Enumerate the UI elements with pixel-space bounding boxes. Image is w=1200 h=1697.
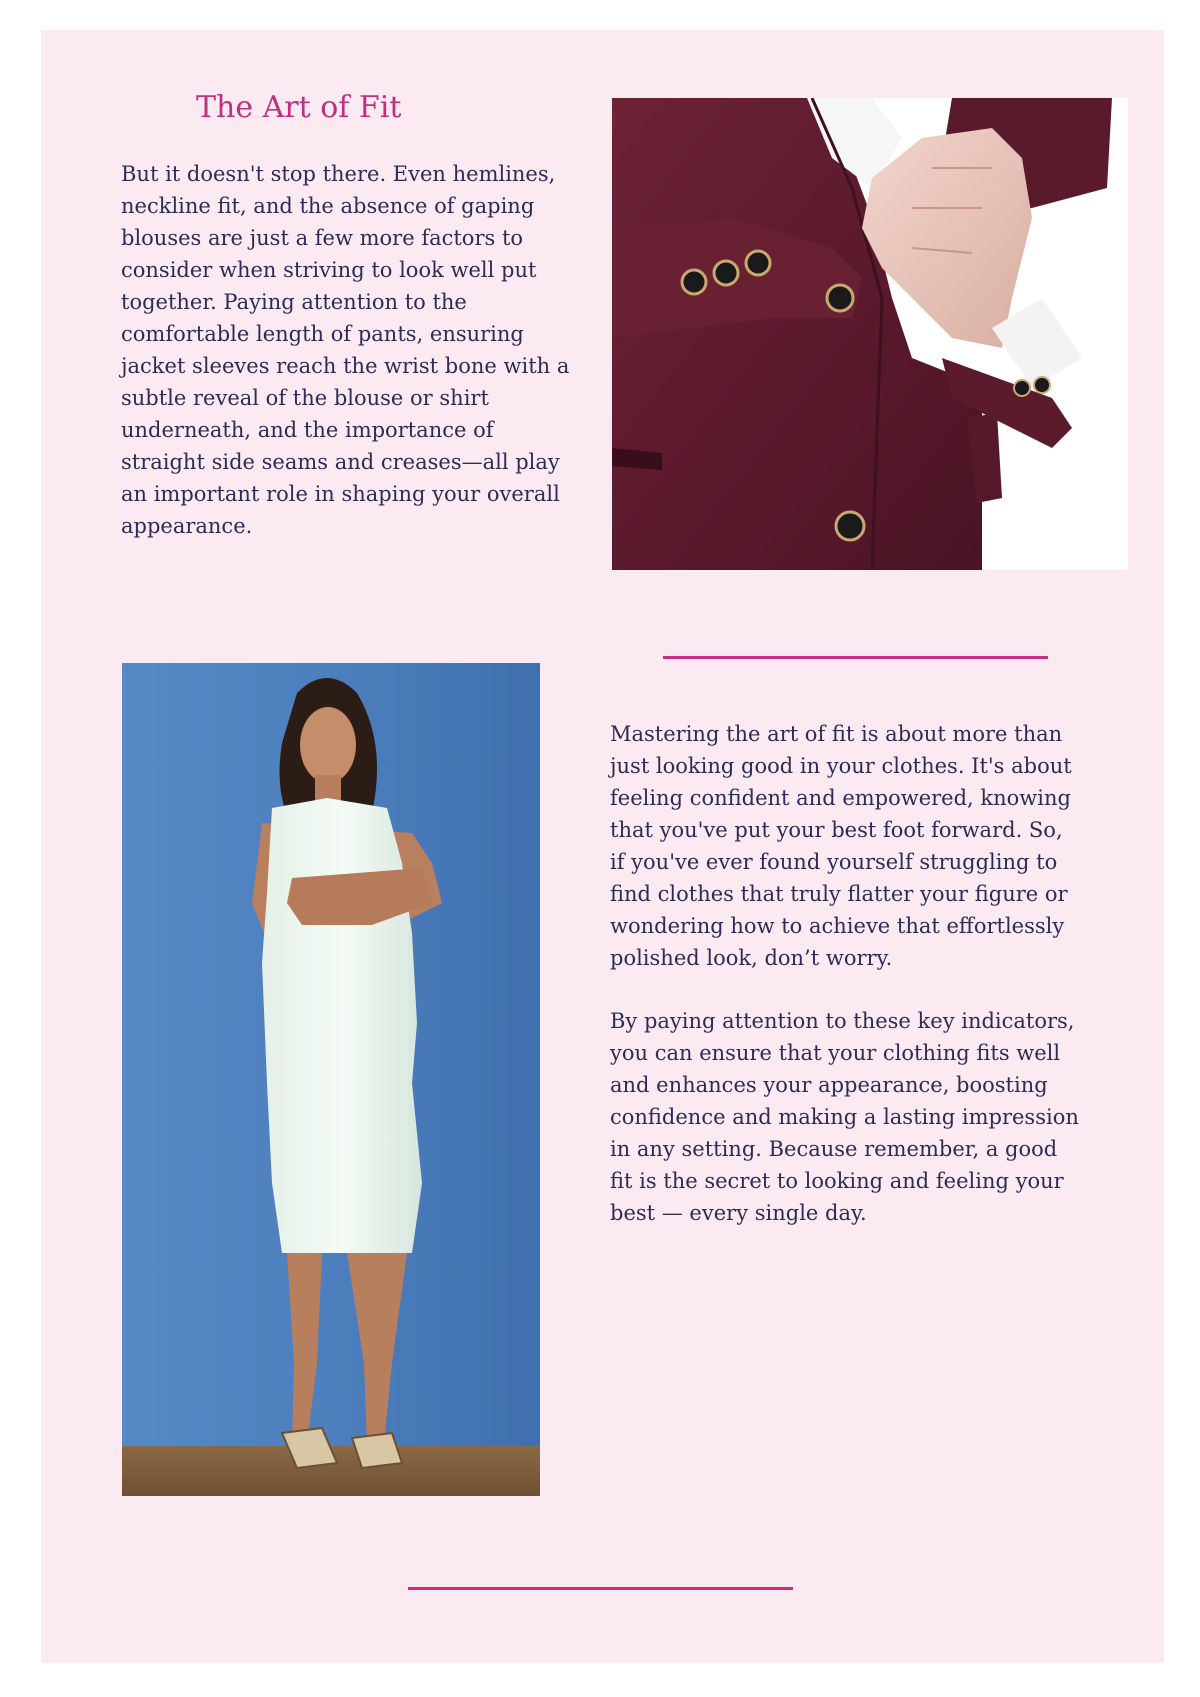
- woman-white-dress-photo: [122, 663, 540, 1496]
- paragraph-hemlines: But it doesn't stop there. Even hemlines, neckline fit, and the absence of gaping blouses are just a few more factors to consider when striving to look well put together. Paying attention to the comfortable length of pants, ensuring jacket sleeves reach the wrist bone with a subtle reveal of the blouse or shirt underneath, and the importance of straight side seams and creases—all play an important role in shaping your overall appearance.: [121, 162, 570, 538]
- page-title: The Art of Fit: [196, 90, 402, 125]
- divider-rule-upper: [663, 656, 1048, 659]
- paragraph-key-indicators: By paying attention to these key indicators, you can ensure that your clothing fits well and enhances your appearance, boosting confidence and making a lasting impression in any setting. Because remember, a good fit is the secret to looking and feeling your best — every single day.: [610, 1009, 1079, 1225]
- divider-rule-lower: [408, 1587, 793, 1590]
- suit-jacket-photo: [612, 98, 1128, 570]
- paragraph-mastering: Mastering the art of fit is about more than just looking good in your clothes. It's about feeling confident and empowered, knowing that you've put your best foot forward. So, if you've ever found yourself struggling to find clothes that truly flatter your figure or wondering how to achieve that effortlessly polished look, don’t worry.: [610, 722, 1072, 970]
